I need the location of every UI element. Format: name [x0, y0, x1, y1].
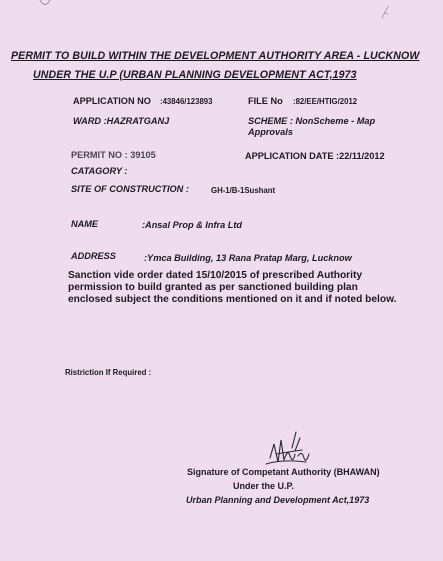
scheme-line2: Approvals	[248, 127, 293, 137]
restriction-field: Ristriction If Required :	[65, 368, 152, 377]
document-title-line2: UNDER THE U.P (URBAN PLANNING DEVELOPMENT ACT,1973	[33, 69, 357, 81]
application-date-field: APPLICATION DATE :22/11/2012	[245, 151, 385, 161]
name-value: :Ansal Prop & Infra Ltd	[142, 220, 243, 230]
scheme-line1: SCHEME : NonScheme - Map	[248, 116, 376, 126]
permit-no-field: PERMIT NO : 39105	[71, 150, 156, 160]
site-of-construction-label: SITE OF CONSTRUCTION :	[71, 184, 189, 194]
ward-field: WARD :HAZRATGANJ	[73, 116, 170, 126]
document-title-line1: PERMIT TO BUILD WITHIN THE DEVELOPMENT AUTHORITY AREA - LUCKNOW	[11, 50, 420, 62]
signature-line1: Signature of Competant Authority (BHAWAN)	[187, 467, 380, 477]
name-label: NAME	[71, 219, 99, 229]
signature-line3: Urban Planning and Development Act,1973	[186, 495, 370, 505]
file-no-label: FILE No	[248, 96, 283, 106]
corner-pen-mark-icon	[380, 4, 392, 20]
sanction-paragraph: Sanction vide order dated 15/10/2015 of prescribed Authority permission to build granted as per sanctioned building plan enclosed subject the conditions mentioned on it and if noted below.	[68, 270, 397, 305]
address-label: ADDRESS	[71, 251, 116, 261]
application-no-value: :43846/123893	[160, 97, 213, 106]
category-field: CATAGORY :	[71, 166, 128, 176]
handwritten-signature-icon	[262, 418, 314, 470]
file-no-value: :82/EE/HTIG/2012	[293, 97, 358, 106]
signature-line2: Under the U.P.	[233, 481, 294, 491]
address-value: :Ymca Building, 13 Rana Pratap Marg, Lucknow	[144, 253, 352, 263]
site-of-construction-value: GH-1/B-1Sushant	[211, 186, 276, 195]
corner-circle-mark-icon	[38, 0, 52, 10]
application-no-label: APPLICATION NO	[73, 96, 151, 106]
